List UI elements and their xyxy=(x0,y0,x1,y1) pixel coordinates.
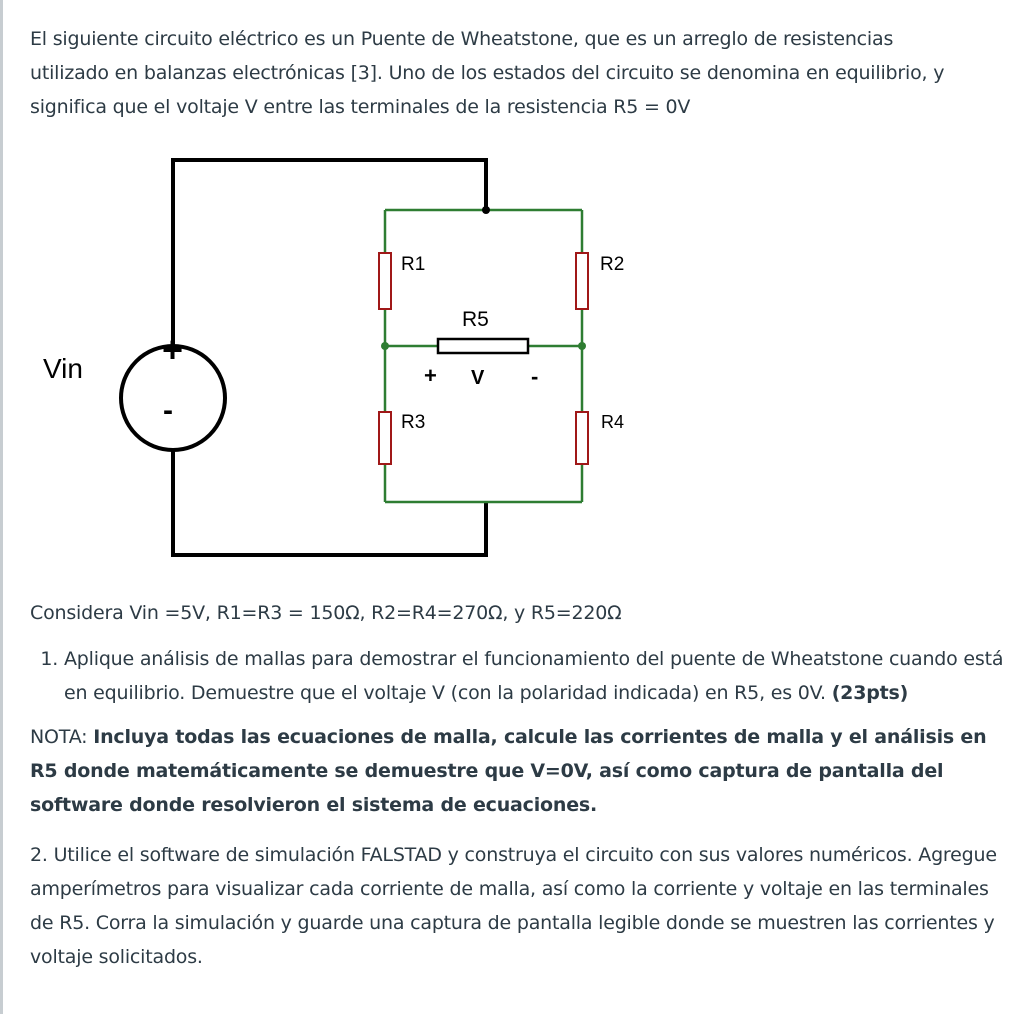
nota-label: NOTA: xyxy=(30,726,88,748)
circuit-diagram xyxy=(38,148,678,580)
task-item-2: 2. Utilice el software de simulación FALSTAD y construya el circuito con sus valores numéricos. Agregue amperímetros para visualizar cada corriente de malla, así como la corriente y voltaje en las terminales de R5. Corra la simulación y guarde una captura de pantalla legible donde se muestren las corrientes y voltaje solicitados. xyxy=(30,844,997,968)
task-list xyxy=(30,642,1005,710)
document-body xyxy=(30,22,1005,974)
voltage-source xyxy=(121,329,225,450)
v-plus-sign: + xyxy=(424,363,437,388)
r3-label: R3 xyxy=(401,412,426,433)
resistor-r4 xyxy=(576,412,588,464)
resistor-r3 xyxy=(379,412,391,464)
source-plus-sign: + xyxy=(162,329,184,370)
nota-paragraph xyxy=(30,720,1005,822)
task-1-points: (23pts) xyxy=(831,682,909,704)
task-1-text: Aplique análisis de mallas para demostrar el funcionamiento del puente de Wheatstone cuando está en equilibrio. Demuestre que el voltaje V (con la polaridad indicada) en R5, es 0V. xyxy=(64,648,1004,704)
resistor-r5 xyxy=(438,339,528,353)
v-minus-sign: - xyxy=(531,364,539,389)
vin-label: Vin xyxy=(43,353,83,384)
task-item-1 xyxy=(64,642,1005,710)
r4-label: R4 xyxy=(601,412,625,432)
intro-line-1: El siguiente circuito eléctrico es un Puente de Wheatstone, que es un arreglo de resistencias xyxy=(30,28,894,50)
nota-text: Incluya todas las ecuaciones de malla, calcule las corrientes de malla y el análisis en R5 donde matemáticamente se demuestre que V=0V, así como captura de pantalla del software donde resolvieron el sistema de ecuaciones. xyxy=(30,726,987,816)
intro-paragraph xyxy=(30,22,1005,124)
resistor-r2 xyxy=(576,253,588,309)
r1-label: R1 xyxy=(401,254,426,275)
r2-label: R2 xyxy=(600,254,625,275)
given-values: Considera Vin =5V, R1=R3 = 150Ω, R2=R4=270Ω, y R5=220Ω xyxy=(30,602,622,624)
source-minus-sign: - xyxy=(163,394,173,427)
left-border xyxy=(0,0,3,1014)
intro-line-3: significa que el voltaje V entre las terminales de la resistencia R5 = 0V xyxy=(30,96,691,118)
v-label: V xyxy=(471,367,485,389)
outer-wire xyxy=(173,160,486,555)
resistor-r1 xyxy=(379,253,391,309)
intro-line-2: utilizado en balanzas electrónicas [3]. Uno de los estados del circuito se denomina en equilibrio, y xyxy=(30,62,945,84)
r5-label: R5 xyxy=(462,308,489,331)
wheatstone-bridge-figure xyxy=(38,148,678,580)
